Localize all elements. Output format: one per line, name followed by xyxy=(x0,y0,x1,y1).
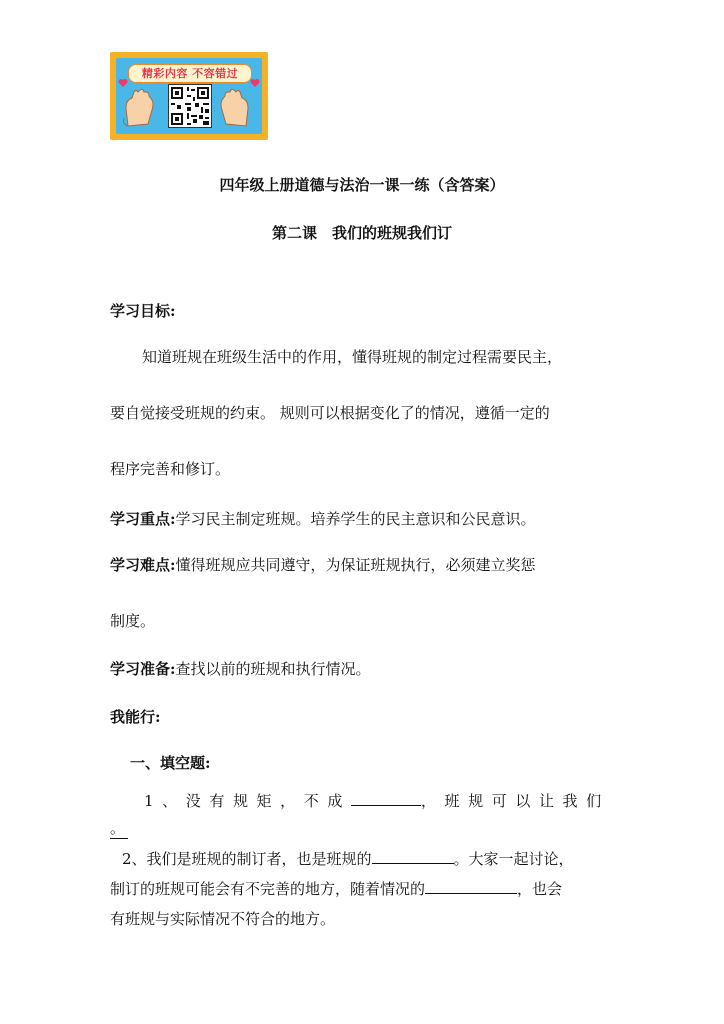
difficulty-row xyxy=(110,554,536,575)
lesson-title: 第二课 我们的班规我们订 xyxy=(271,224,452,242)
clapping-hand-icon xyxy=(122,88,156,128)
preparation-label: 学习准备: xyxy=(110,660,176,678)
goal-line-3: 程序完善和修订。 xyxy=(110,460,231,478)
question-2-line-2 xyxy=(110,878,562,899)
key-point-row xyxy=(110,508,536,529)
document-title: 四年级上册道德与法治一课一练（含答案） xyxy=(219,176,505,194)
promo-banner[interactable] xyxy=(110,52,268,140)
key-point-label: 学习重点: xyxy=(110,510,176,528)
qr-code xyxy=(168,84,212,128)
preparation-text: 查找以前的班规和执行情况。 xyxy=(175,660,371,678)
question-2-line-1 xyxy=(122,848,574,869)
question-1-end: 。 xyxy=(110,819,126,837)
goal-label: 学习目标: xyxy=(110,302,176,320)
question-1-text-a: 1、没有规矩，不成 xyxy=(144,792,351,810)
question-1 xyxy=(144,790,610,811)
clapping-hand-icon xyxy=(218,88,252,128)
goal-line-2: 要自觉接受班规的约束。 规则可以根据变化了的情况，遵循一定的 xyxy=(110,404,550,422)
question-2-blank-1[interactable] xyxy=(372,851,454,864)
section-fill-blank: 一、填空题: xyxy=(130,754,211,772)
goal-line-1: 知道班规在班级生活中的作用，懂得班规的制定过程需要民主， xyxy=(142,348,563,366)
question-2-text-b: 。大家一起讨论， xyxy=(453,850,574,868)
difficulty-text: 懂得班规应共同遵守，为保证班规执行，必须建立奖惩 xyxy=(175,556,536,574)
heart-icon xyxy=(118,78,128,88)
question-2-line-3: 有班规与实际情况不符合的地方。 xyxy=(110,910,336,928)
question-2-text-a: 2、我们是班规的制订者，也是班规的 xyxy=(122,850,372,868)
preparation-row xyxy=(110,658,371,679)
question-1-blank-1[interactable] xyxy=(351,793,421,806)
question-2-text-d: ，也会 xyxy=(517,880,563,898)
question-1-text-b: ，班规可以让我们 xyxy=(420,792,610,810)
difficulty-text-cont: 制度。 xyxy=(110,612,156,630)
question-2-text-c: 制订的班规可能会有不完善的地方，随着情况的 xyxy=(110,880,426,898)
key-point-text: 学习民主制定班规。培养学生的民主意识和公民意识。 xyxy=(175,510,536,528)
difficulty-label: 学习难点: xyxy=(110,556,176,574)
heart-icon xyxy=(250,78,260,88)
question-1-blank-2[interactable] xyxy=(110,817,128,839)
i-can-label: 我能行: xyxy=(110,708,161,726)
banner-title: 精彩内容 不容错过 xyxy=(128,64,252,83)
question-2-blank-2[interactable] xyxy=(425,881,517,894)
